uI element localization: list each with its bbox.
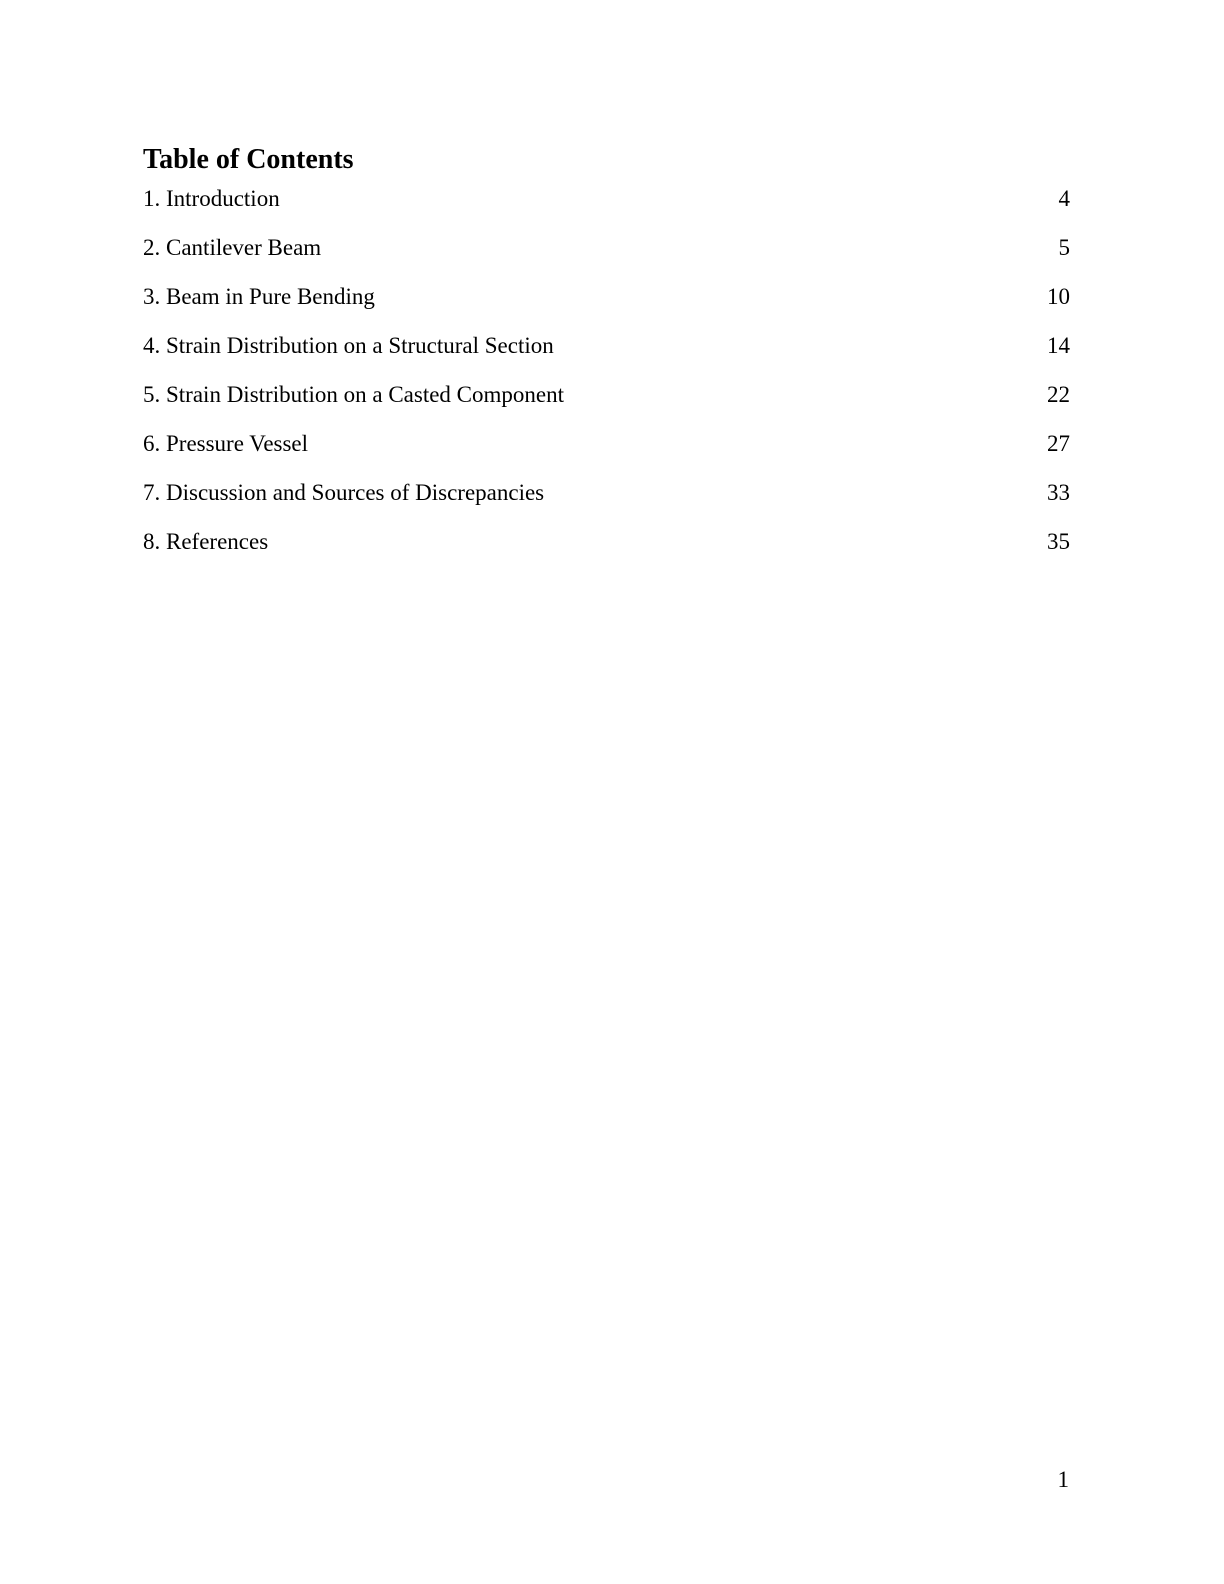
toc-entry-page-number: 33 — [1047, 480, 1070, 505]
toc-entry-page-number: 22 — [1047, 382, 1070, 407]
toc-entry-page-number: 35 — [1047, 529, 1070, 554]
toc-entry-structural-section — [143, 330, 1070, 379]
toc-entry-references — [143, 526, 1070, 575]
toc-entry-label: 3. Beam in Pure Bending — [143, 284, 375, 309]
toc-entry-page-number: 10 — [1047, 284, 1070, 309]
toc-entry-label: 8. References — [143, 529, 269, 554]
toc-entry-label: 4. Strain Distribution on a Structural Section — [143, 333, 554, 358]
toc-entry-beam-in-pure-bending — [143, 281, 1070, 330]
toc-entry-page-number: 27 — [1047, 431, 1070, 456]
toc-entry-cantilever-beam — [143, 232, 1070, 281]
toc-entry-label: 5. Strain Distribution on a Casted Component — [143, 382, 564, 407]
toc-entry-label: 2. Cantilever Beam — [143, 235, 322, 260]
toc-entry-page-number: 14 — [1047, 333, 1070, 358]
toc-entry-pressure-vessel — [143, 428, 1070, 477]
toc-entry-introduction — [143, 183, 1070, 232]
toc-entry-page-number: 5 — [1058, 235, 1070, 260]
toc-entry-label: 7. Discussion and Sources of Discrepancies — [143, 480, 545, 505]
toc-entry-label: 6. Pressure Vessel — [143, 431, 309, 456]
toc-entry-label: 1. Introduction — [143, 186, 280, 211]
page-number: 1 — [1057, 1467, 1069, 1492]
toc-entry-page-number: 4 — [1058, 186, 1070, 211]
toc-title: Table of Contents — [143, 144, 354, 175]
toc-entry-discussion — [143, 477, 1070, 526]
toc-entry-casted-component — [143, 379, 1070, 428]
toc-list — [143, 183, 1070, 575]
